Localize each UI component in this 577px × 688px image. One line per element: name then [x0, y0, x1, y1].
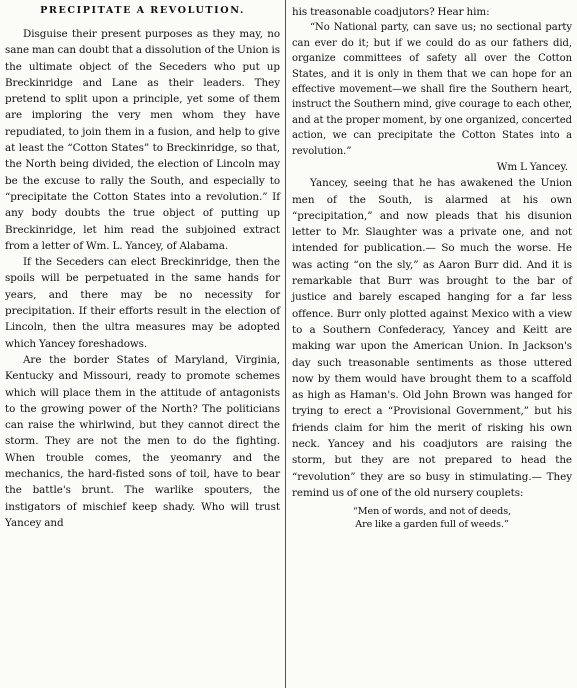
quote-signature: Wm L Yancey. — [496, 160, 568, 173]
left-column — [5, 4, 280, 531]
yancey-quote: “No National party, can save us; no sectional party can ever do it; but if we could do as our fathers did, organize committees of safety all over the Cotton States, and it is only in them that we can hope for an effective movement—we shall fire the Southern heart, instruct the Southern mind, give courage to each other, and at the proper moment, by one organized, concerted action, we can precipitate the Cotton States into a revolution.” — [292, 22, 572, 157]
paragraph-1: Disguise their present purposes as they may, no sane man can doubt that a dissolution of the Union is the ultimate object of the Seceders who put up Breckinridge and Lane as their leaders. They pretend to split upon a principle, yet some of them are imploring the very men whom they have repudiated, to join them in a fusion, and help to give at least the “Cotton States” to Breckinridge, so that, the North being divided, the election of Lincoln may be the excuse to rally the South, and especially to “precipitate the Cotton States into a revolution.” If any body doubts the true object of putting up Breckinridge, let him read the subjoined extract from a letter of Wm. L. Yancey, of Alabama. — [5, 28, 280, 252]
paragraph-continuation: his treasonable coadjutors? Hear him: — [292, 6, 490, 18]
couplet-line-1: “Men of words, and not of deeds, — [352, 506, 512, 518]
couplet-line-2: Are like a garden full of weeds.” — [355, 519, 509, 531]
paragraph-2: If the Seceders can elect Breckinridge, then the spoils will be perpetuated in the same hands for years, and there may be no necessity for precipitation. If their efforts result in the election of Lincoln, then the ultra measures may be adopted which Yancey foreshadows. — [5, 256, 280, 350]
article-headline: PRECIPITATE A REVOLUTION. — [40, 5, 245, 16]
column-divider — [285, 0, 286, 688]
paragraph-4: Yancey, seeing that he has awakened the Union men of the South, is alarmed at his own “precipitation,” and now pleads that his disunion letter to Mr. Slaughter was a private one, and not intended for publication.— So much the worse. He was acting “on the sly,” as Aaron Burr did. And it is remarkable that Burr was brought to the bar of justice and barely escaped hanging for a far less offence. Burr only plotted against Mexico with a view to a Southern Confederacy, Yancey and Keitt are making war upon the American Union. In Jackson's day such treasonable sentiments as those uttered now by them would have brought them to a scaffold as high as Haman's. Old John Brown was hanged for trying to erect a “Provisional Government,” but his friends claim for him the merit of risking his own neck. Yancey and his coadjutors are raising the storm, but they are not prepared to head the “revolution” they are so busy in stimulating.— They remind us of one of the old nursery couplets: — [292, 177, 572, 499]
paragraph-3: Are the border States of Maryland, Virginia, Kentucky and Missouri, ready to promote schemes which will place them in the attitude of antagonists to the growing power of the North? The politicians can raise the whirlwind, but they cannot direct the storm. They are not the men to do the fighting. When trouble comes, the yeomanry and the mechanics, the hard-fisted sons of toil, have to bear the battle's brunt. The warlike spouters, the instigators of mischief keep shady. Who will trust Yancey and — [5, 353, 280, 529]
right-column — [292, 4, 572, 531]
nursery-couplet — [292, 505, 572, 531]
